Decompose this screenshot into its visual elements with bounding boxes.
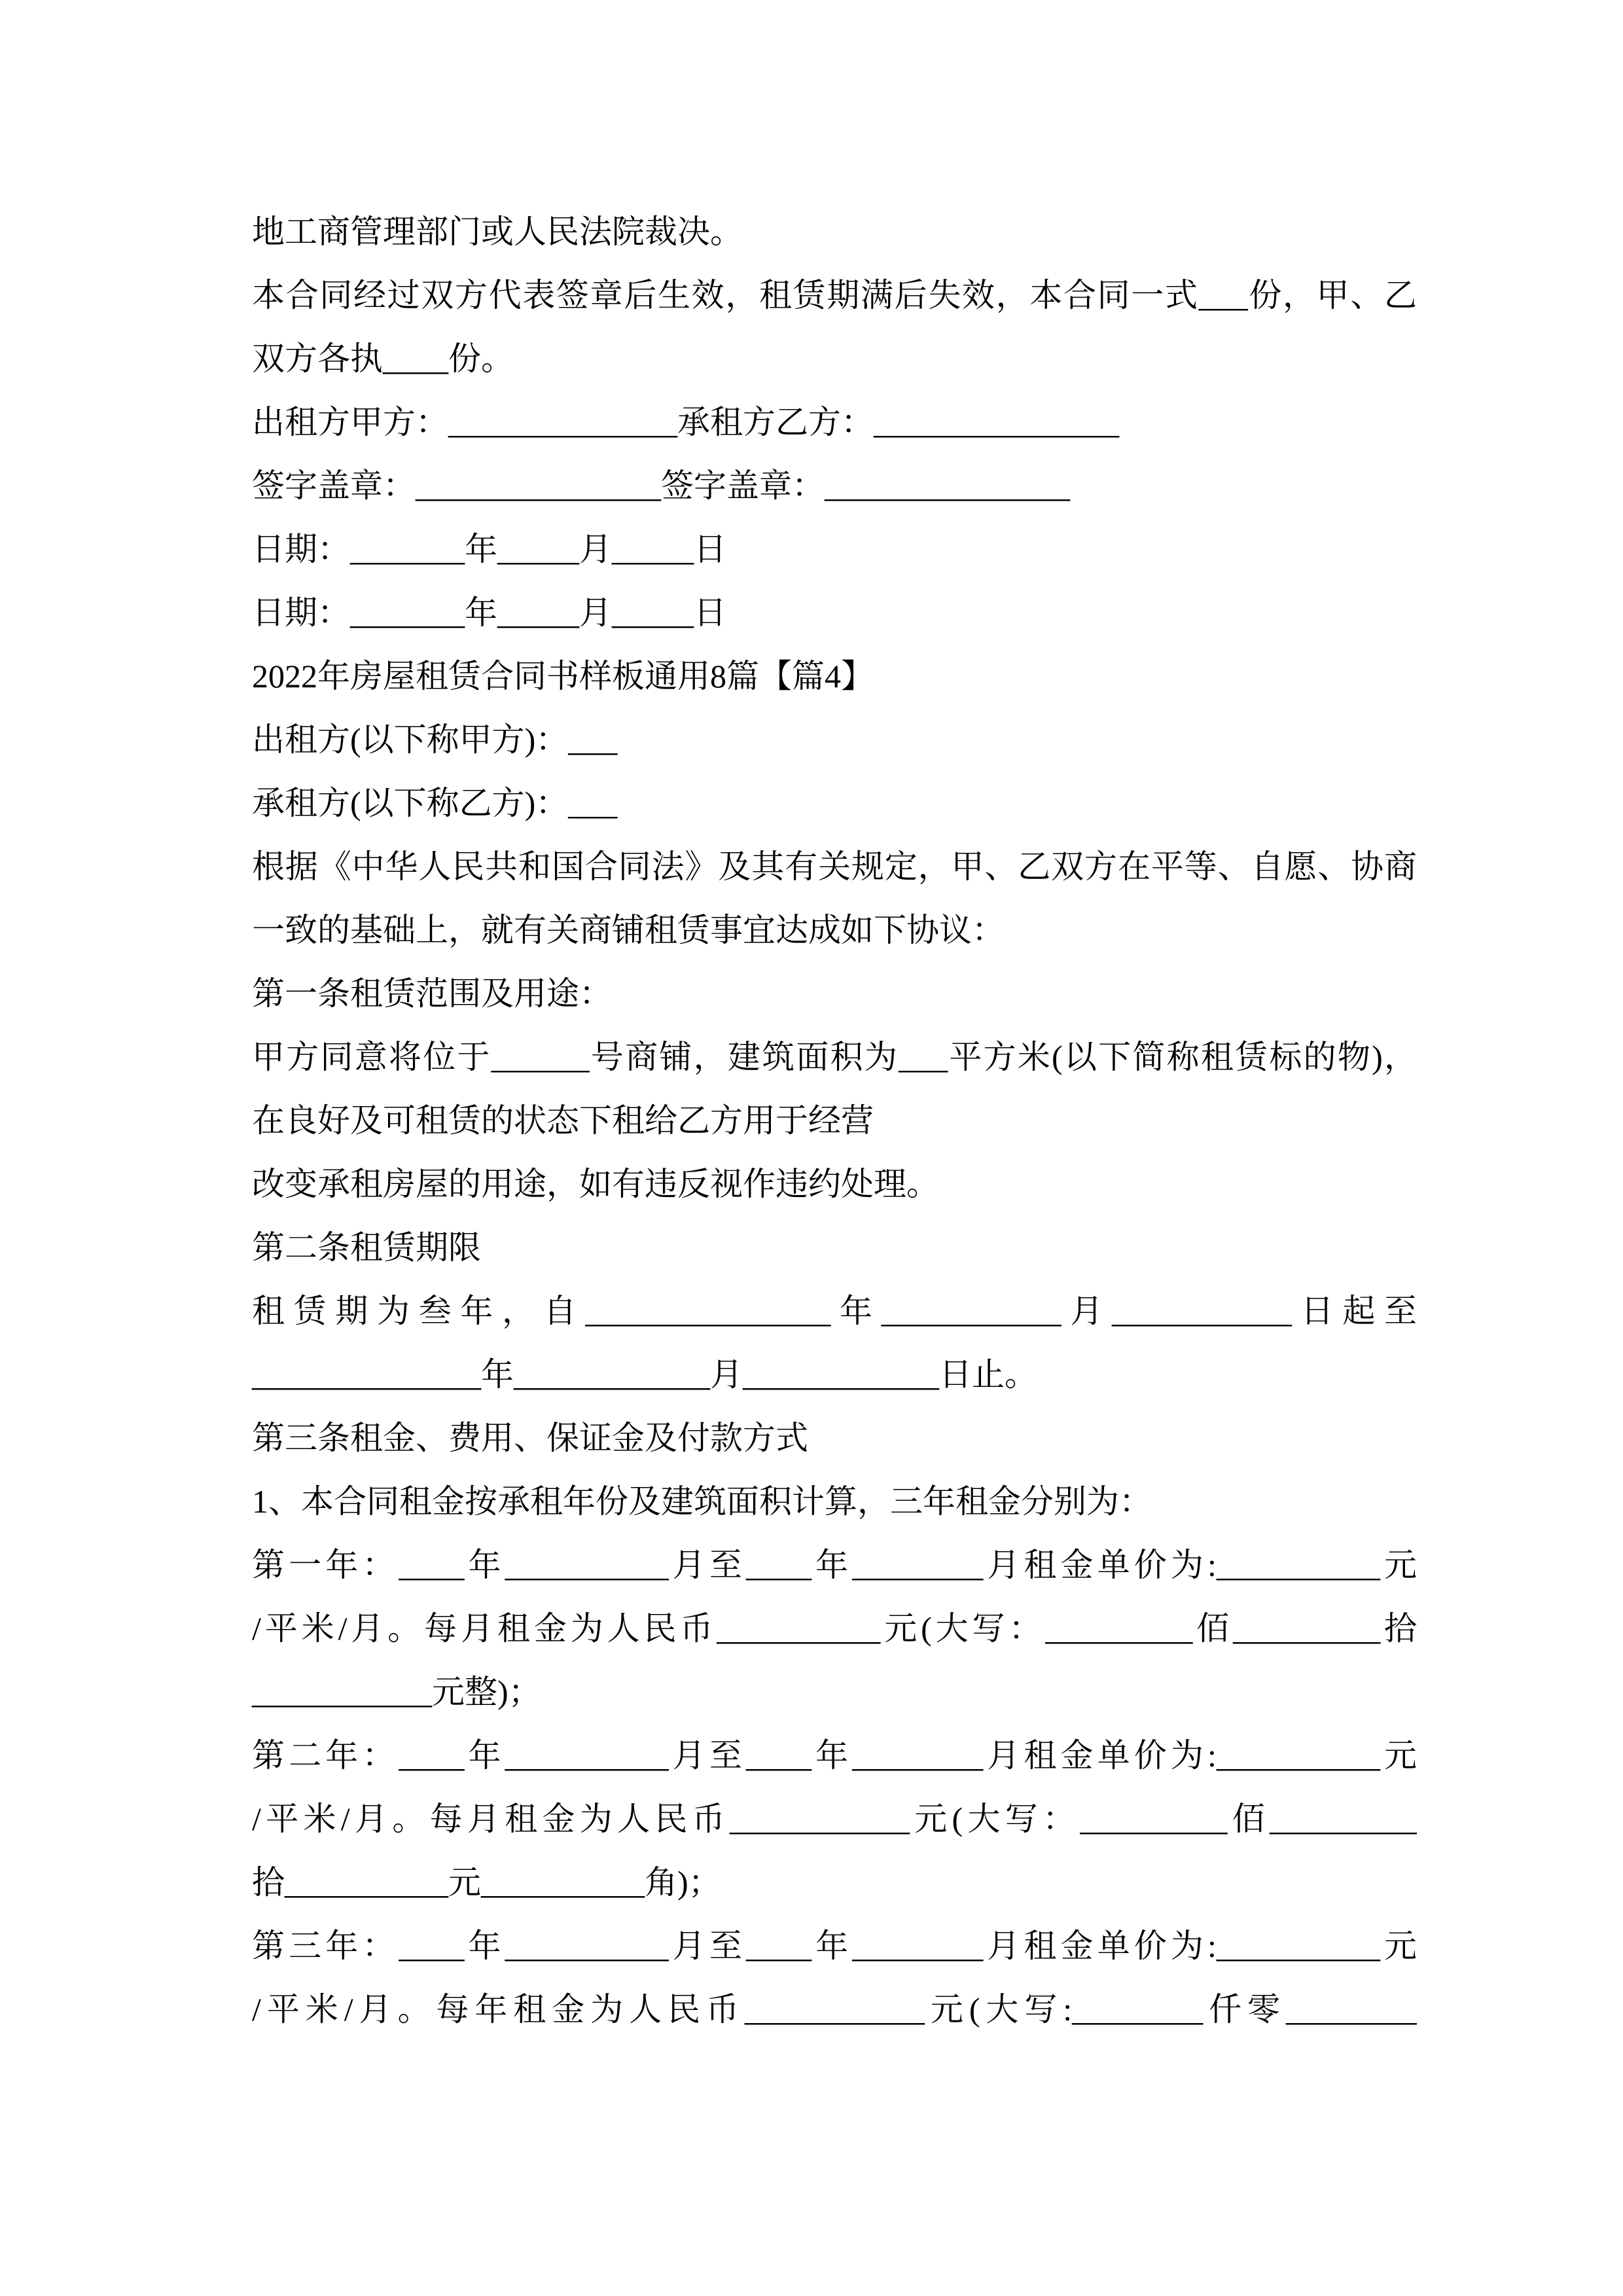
contract-line: /平米/月。每月租金为人民币___________元(大写：_________佰_________ xyxy=(252,1801,1417,1837)
contract-line: 第三年：____年__________月至____年________月租金单价为:__________元 xyxy=(252,1928,1417,1964)
contract-line: 双方各执____份。 xyxy=(252,340,514,377)
contract-line: 出租方甲方：______________承租方乙方：_______________ xyxy=(252,404,1119,440)
contract-clause-heading: 第三条租金、费用、保证金及付款方式 xyxy=(252,1420,808,1456)
contract-line: ___________元整)； xyxy=(252,1674,541,1710)
contract-line: 出租方(以下称甲方)：___ xyxy=(252,721,618,758)
contract-line: 第二年：____年__________月至____年________月租金单价为:__________元 xyxy=(252,1737,1417,1774)
contract-line: 拾__________元__________角)； xyxy=(252,1864,721,1901)
contract-line: 在良好及可租赁的状态下租给乙方用于经营 xyxy=(252,1102,874,1139)
contract-text-block xyxy=(252,200,1417,2041)
contract-line: ______________年____________月____________日止。 xyxy=(252,1356,1037,1393)
contract-clause-heading: 第一条租赁范围及用途： xyxy=(252,975,612,1012)
contract-line: 一致的基础上，就有关商铺租赁事宜达成如下协议： xyxy=(252,912,1005,948)
contract-line: 1、本合同租金按承租年份及建筑面积计算，三年租金分别为： xyxy=(252,1483,1152,1520)
contract-clause-heading: 第二条租赁期限 xyxy=(252,1229,481,1266)
contract-section-heading: 2022年房屋租赁合同书样板通用8篇【篇4】 xyxy=(252,658,874,694)
contract-line: 地工商管理部门或人民法院裁决。 xyxy=(252,213,743,250)
contract-line: 本合同经过双方代表签章后生效，租赁期满后失效，本合同一式___份，甲、乙 xyxy=(252,277,1417,314)
contract-line: 甲方同意将位于______号商铺，建筑面积为___平方米(以下简称租赁标的物)， xyxy=(252,1039,1417,1075)
contract-line: /平米/月。每月租金为人民币__________元(大写：_________佰_________拾 xyxy=(252,1610,1417,1647)
contract-line: 根据《中华人民共和国合同法》及其有关规定，甲、乙双方在平等、自愿、协商 xyxy=(252,848,1417,885)
contract-line: 第一年：____年__________月至____年________月租金单价为:__________元 xyxy=(252,1547,1417,1583)
contract-line: 承租方(以下称乙方)：___ xyxy=(252,785,618,821)
contract-line: 租赁期为叁年，自_______________年___________月___________日起至 xyxy=(252,1293,1417,1329)
contract-line: 改变承租房屋的用途，如有违反视作违约处理。 xyxy=(252,1166,939,1202)
contract-line: 签字盖章：_______________签字盖章：_______________ xyxy=(252,467,1070,504)
contract-line: 日期：_______年_____月_____日 xyxy=(252,594,726,631)
contract-line: 日期：_______年_____月_____日 xyxy=(252,531,726,567)
contract-line: /平米/月。每年租金为人民币___________元(大写:________仟零________ xyxy=(252,1991,1417,2028)
